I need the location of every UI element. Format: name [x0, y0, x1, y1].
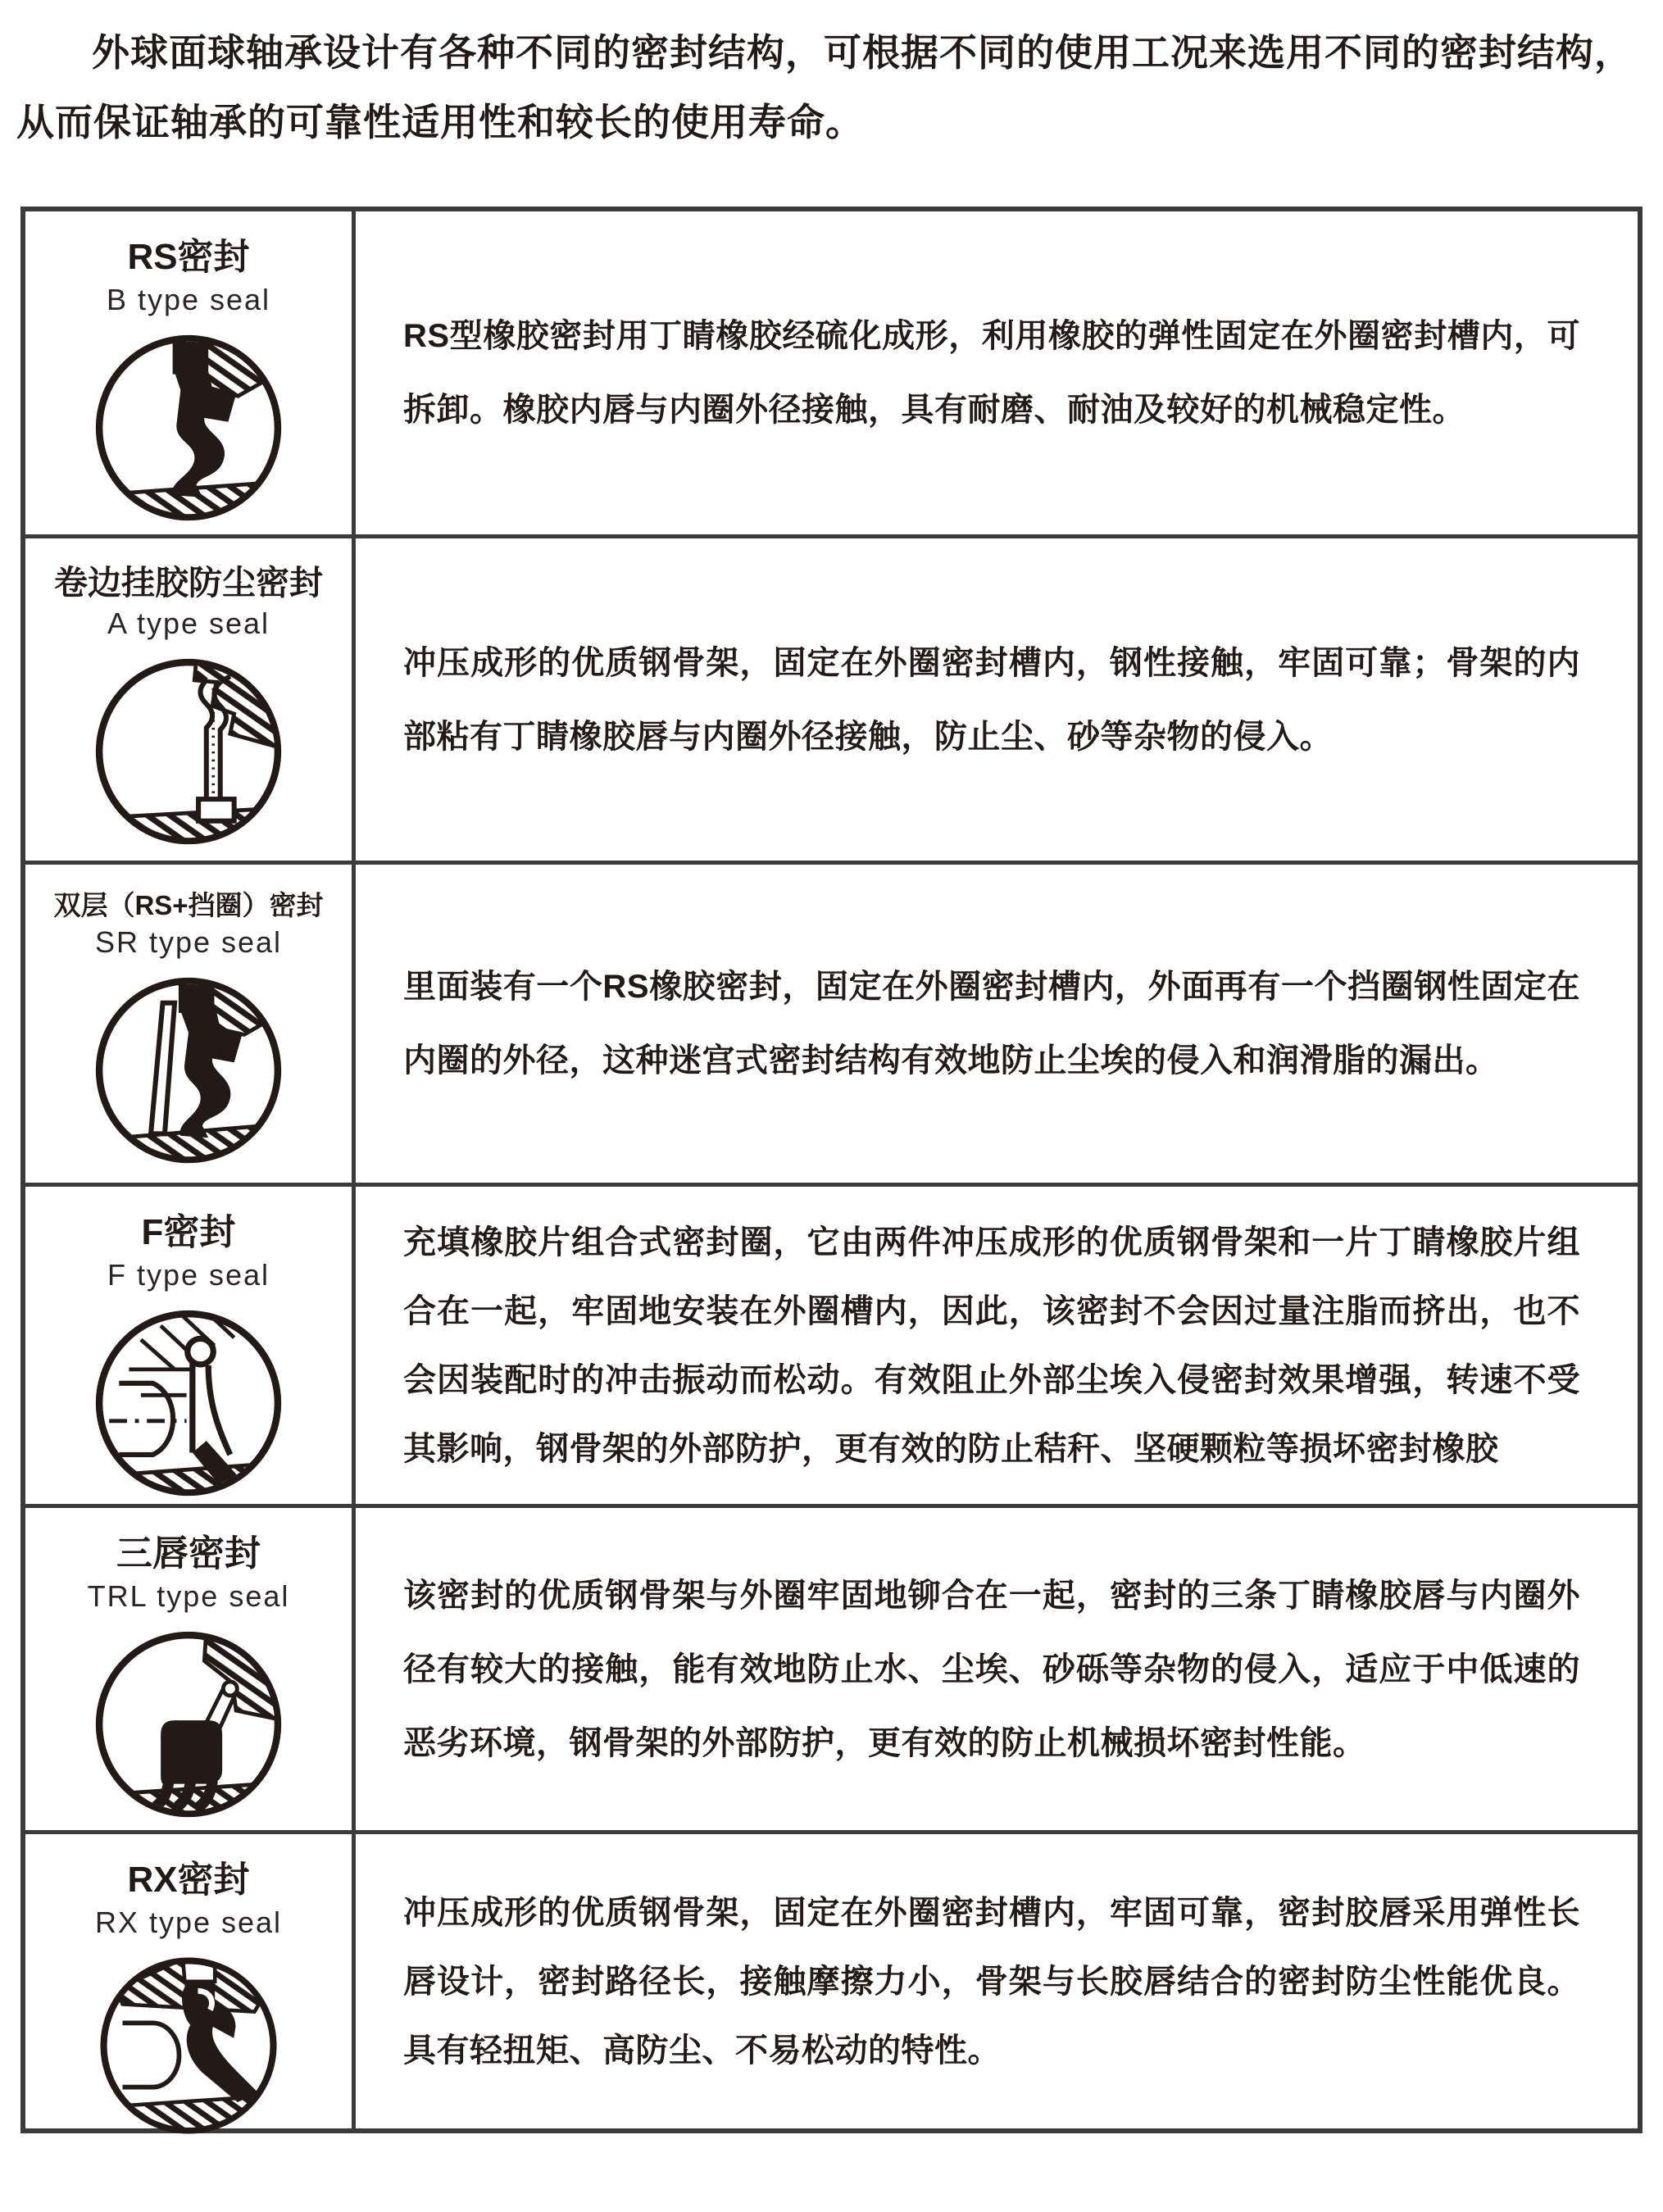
table-row	[25, 861, 1638, 1183]
seal-types-table	[20, 207, 1643, 2133]
seal-name-en: B type seal	[106, 282, 271, 316]
seal-description-cell	[356, 538, 1638, 861]
seal-name-cn: RS密封	[127, 237, 250, 277]
seal-description: 里面装有一个RS橡胶密封，固定在外圈密封槽内，外面再有一个挡圈钢性固定在内圈的外径，这种迷宫式密封结构有效地防止尘埃的侵入和润滑脂的漏出。	[403, 969, 1580, 1079]
rx-seal-cross-section-icon	[94, 1951, 283, 2144]
seal-name-en: F type seal	[107, 1257, 270, 1292]
f-seal-cross-section-icon	[89, 1304, 288, 1506]
seal-description-cell	[356, 1834, 1638, 2128]
table-row	[25, 211, 1638, 534]
table-row	[25, 1504, 1638, 1830]
rs-seal-cross-section-icon	[89, 329, 288, 531]
seal-description: 充填橡胶片组合式密封圈，它由两件冲压成形的优质钢骨架和一片丁睛橡胶片组合在一起，牢固地安装在外圈槽内，因此，该密封不会因过量注脂而挤出，也不会因装配时的冲击振动而松动。有效阻止外部尘埃入侵密封效果增强，转速不受其影响，钢骨架的外部防护，更有效的防止秸秆、坚硬颗粒等损坏密封橡胶	[403, 1224, 1580, 1467]
seal-name-cn: 双层（RS+挡圈）密封	[53, 890, 324, 920]
seal-type-cell-f	[25, 1187, 356, 1504]
seal-description-cell	[356, 1187, 1638, 1504]
seal-description: 该密封的优质钢骨架与外圈牢固地铆合在一起，密封的三条丁睛橡胶唇与内圈外径有较大的接触，能有效地防止水、尘埃、砂砾等杂物的侵入，适应于中低速的恶劣环境，钢骨架的外部防护，更有效的防止机械损坏密封性能。	[403, 1577, 1580, 1761]
table-row	[25, 1183, 1638, 1504]
seal-name-cn: 卷边挂胶防尘密封	[54, 564, 323, 602]
seal-description-cell	[356, 211, 1638, 534]
seal-name-en: A type seal	[107, 606, 270, 641]
seal-name-cn: RX密封	[127, 1860, 250, 1900]
seal-description-cell	[356, 1508, 1638, 1830]
trl-seal-cross-section-icon	[89, 1625, 288, 1828]
seal-type-cell-trl	[25, 1508, 356, 1830]
a-seal-cross-section-icon	[89, 652, 288, 855]
seal-type-cell-rs	[25, 211, 356, 534]
intro-paragraph: 外球面球轴承设计有各种不同的密封结构，可根据不同的使用工况来选用不同的密封结构，从而保证轴承的可靠性适用性和较长的使用寿命。	[16, 31, 1633, 144]
seal-name-en: SR type seal	[94, 924, 283, 959]
seal-description-cell	[356, 865, 1638, 1183]
seal-description: 冲压成形的优质钢骨架，固定在外圈密封槽内，牢固可靠，密封胶唇采用弹性长唇设计，密封路径长，接触摩擦力小，骨架与长胶唇结合的密封防尘性能优良。具有轻扭矩、高防尘、不易松动的特性。	[403, 1894, 1580, 2069]
seal-type-cell-a	[25, 538, 356, 861]
table-row	[25, 1830, 1638, 2128]
sr-seal-cross-section-icon	[89, 971, 288, 1174]
seal-description: 冲压成形的优质钢骨架，固定在外圈密封槽内，钢性接触，牢固可靠；骨架的内部粘有丁睛橡胶唇与内圈外径接触，防止尘、砂等杂物的侵入。	[403, 644, 1580, 755]
seal-name-en: TRL type seal	[87, 1578, 290, 1613]
seal-type-cell-sr	[25, 865, 356, 1183]
seal-name-cn: 三唇密封	[116, 1533, 261, 1574]
seal-type-cell-rx	[25, 1834, 356, 2128]
table-row	[25, 534, 1638, 861]
seal-name-en: RX type seal	[94, 1905, 283, 1939]
seal-name-cn: F密封	[141, 1212, 236, 1252]
seal-description: RS型橡胶密封用丁睛橡胶经硫化成形，利用橡胶的弹性固定在外圈密封槽内，可拆卸。橡胶内唇与内圈外径接触，具有耐磨、耐油及较好的机械稳定性。	[403, 318, 1580, 428]
